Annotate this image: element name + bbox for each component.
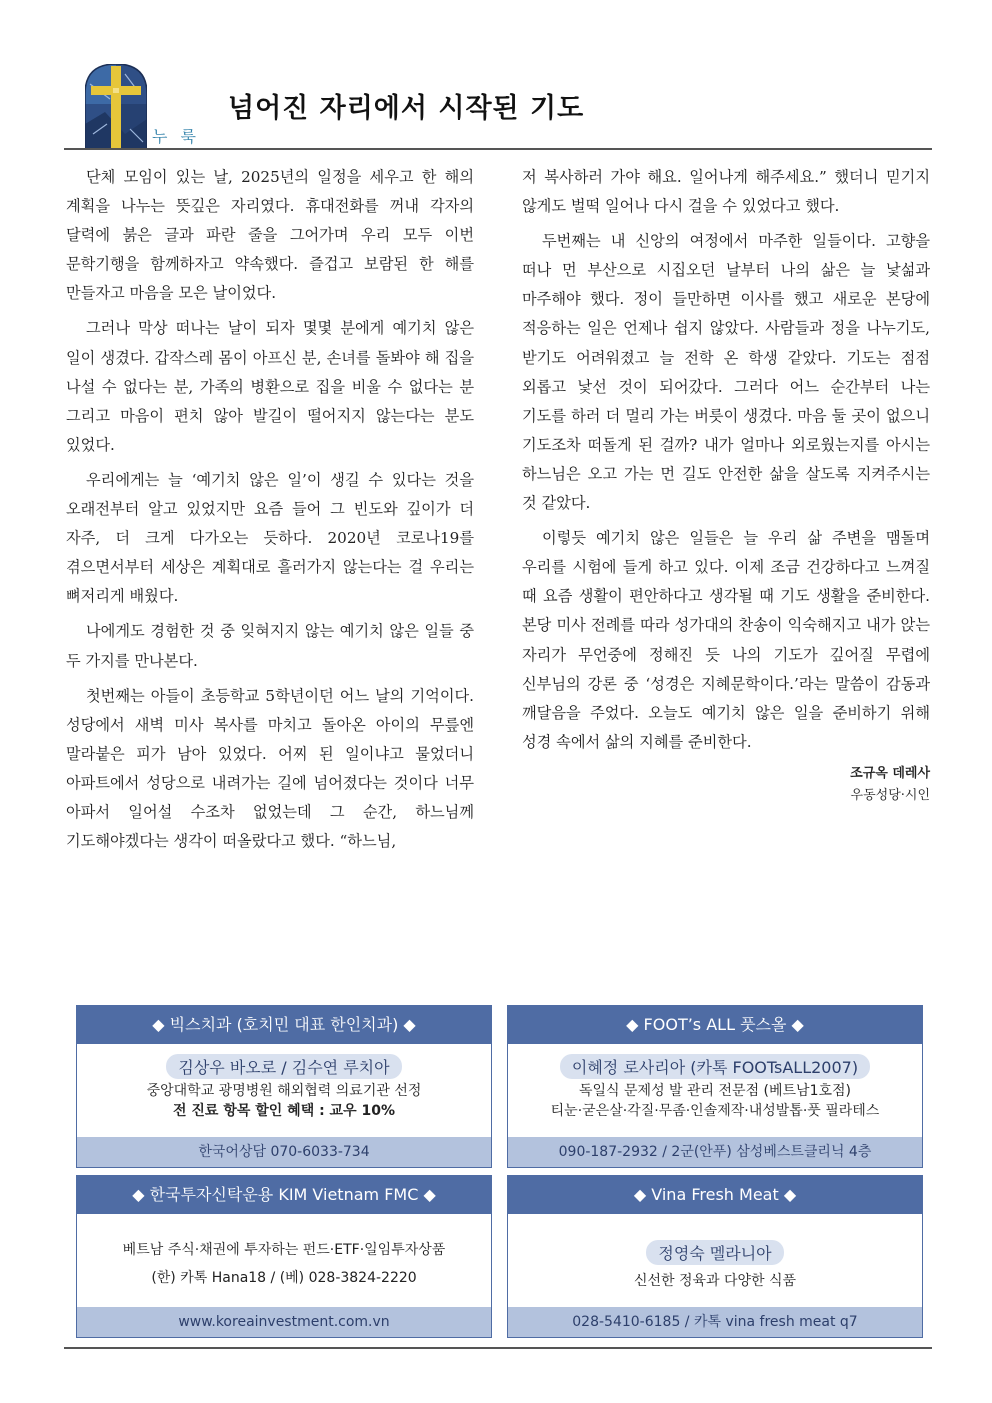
author-info: 우동성당·시인 bbox=[850, 787, 930, 803]
ad-text: (한) 카톡 Hana18 / (베) 028-3824-2220 bbox=[151, 1270, 417, 1286]
paragraph: 단체 모임이 있는 날, 2025년의 일정을 세우고 한 해의 계획을 나누는 뜻깊은 자리였다. 휴대전화를 꺼내 각자의 달력에 붉은 글과 파란 줄을 그어가며 우리 모두 이번 문학기행을 함께하자고 약속했다. 즐겁고 보람된 한 해를 만들자고 마음을 모은 날이었다. bbox=[66, 168, 474, 303]
ad-vina-fresh-meat bbox=[507, 1175, 923, 1338]
ad-text: 독일식 문제성 발 관리 전문점 (베트남1호점) bbox=[579, 1083, 851, 1099]
page-title: 넘어진 자리에서 시작된 기도 bbox=[228, 93, 585, 124]
cross-stained-glass-icon bbox=[85, 64, 147, 148]
ad-footer: 090-187-2932 / 2군(안푸) 삼성베스트클리닉 4층 bbox=[508, 1137, 922, 1167]
ad-header: ◆ 빅스치과 (호치민 대표 한인치과) ◆ bbox=[77, 1006, 491, 1044]
column-label: 누 룩 bbox=[152, 127, 200, 146]
article-right-column bbox=[522, 163, 930, 807]
ad-bix-dental bbox=[76, 1005, 492, 1168]
ad-contact-name: 김상우 바오로 / 김수연 루치아 bbox=[166, 1054, 401, 1079]
ad-footer-url: www.koreainvestment.com.vn bbox=[77, 1307, 491, 1337]
ad-contact-name: 정영숙 멜라니아 bbox=[646, 1240, 783, 1265]
paragraph: 이렇듯 예기치 않은 일들은 늘 우리 삶 주변을 맴돌며 우리를 시험에 들게 하고 있다. 이제 조금 건강하다고 느껴질 때 요즘 생활이 편안하다고 생각될 때 기도 생활을 준비한다. 본당 미사 전례를 따라 성가대의 찬송이 익숙해지고 내가 앉는 자리가 무언중에 정해진 듯 나의 기도가 깊어질 무렵에 신부님의 강론 중 ‘성경은 지혜문학이다.’라는 말씀이 감동과 깨달음을 주었다. 오늘도 예기치 않은 일을 준비하기 위해 성경 속에서 삶의 지혜를 준비한다. bbox=[522, 529, 930, 751]
bottom-divider bbox=[64, 1347, 932, 1349]
top-divider bbox=[64, 148, 932, 150]
ad-header: ◆ FOOT’s ALL 풋스올 ◆ bbox=[508, 1006, 922, 1044]
ad-contact-name: 이혜정 로사리아 (카톡 FOOTsALL2007) bbox=[560, 1054, 870, 1079]
ad-footer: 028-5410-6185 / 카톡 vina fresh meat q7 bbox=[508, 1307, 922, 1337]
ad-text: 중앙대학교 광명병원 해외협력 의료기관 선정 bbox=[146, 1083, 422, 1099]
ad-footer: 한국어상담 070-6033-734 bbox=[77, 1137, 491, 1167]
ad-text: 베트남 주식·채권에 투자하는 펀드·ETF·일임투자상품 bbox=[122, 1242, 446, 1258]
ad-foots-all bbox=[507, 1005, 923, 1168]
paragraph: 우리에게는 늘 ‘예기치 않은 일’이 생길 수 있다는 것을 오래전부터 알고 있었지만 요즘 들어 그 빈도와 깊이가 더 자주, 더 크게 다가오는 듯하다. 2020년 코로나19를 겪으면서부터 세상은 계획대로 흘러가지 않는다는 걸 우리는 뼈저리게 배웠다. bbox=[66, 470, 474, 606]
paragraph: 그러나 막상 떠나는 날이 되자 몇몇 분에게 예기치 않은 일이 생겼다. 갑작스레 몸이 아프신 분, 손녀를 돌봐야 해 집을 나설 수 없다는 분, 가족의 병환으로 집을 비울 수 없다는 분 그리고 마음이 편치 않아 발길이 떨어지지 않는다는 분도 있었다. bbox=[66, 319, 474, 454]
ad-korea-investment bbox=[76, 1175, 492, 1338]
paragraph: 첫번째는 아들이 초등학교 5학년이던 어느 날의 기억이다. 성당에서 새벽 미사 복사를 마치고 돌아온 아이의 무릎엔 말라붙은 피가 남아 있었다. 어찌 된 일이냐고 물었더니 아파트에서 성당으로 내려가는 길에 넘어졌다는 것이다 너무 아파서 일어설 수조차 없었는데 그 순간, 하느님께 기도해야겠다는 생각이 떠올랐다고 했다. “하느님, bbox=[66, 686, 474, 851]
article-left-column bbox=[66, 163, 474, 862]
author-name: 조규옥 데레사 bbox=[850, 765, 930, 781]
ad-header: ◆ 한국투자신탁운용 KIM Vietnam FMC ◆ bbox=[77, 1176, 491, 1214]
ad-text: 티눈·굳은살·각질·무좀·인솔제작·내성발톱·풋 필라테스 bbox=[550, 1103, 880, 1119]
paragraph: 나에게도 경험한 것 중 잊혀지지 않는 예기치 않은 일들 중 두 가지를 만나본다. bbox=[66, 622, 474, 670]
ad-header: ◆ Vina Fresh Meat ◆ bbox=[508, 1176, 922, 1214]
ad-text: 신선한 정육과 다양한 식품 bbox=[633, 1273, 797, 1289]
paragraph: 저 복사하러 가야 해요. 일어나게 해주세요.” 했더니 믿기지 않게도 벌떡 일어나 다시 걸을 수 있었다고 했다. bbox=[522, 168, 930, 216]
paragraph: 두번째는 내 신앙의 여정에서 마주한 일들이다. 고향을 떠나 먼 부산으로 시집오던 날부터 나의 삶은 늘 낯섦과 마주해야 했다. 정이 들만하면 이사를 했고 새로운 본당에 적응하는 일은 언제나 쉽지 않았다. 사람들과 정을 나누기도, 받기도 어려워졌고 늘 전학 온 학생 같았다. 기도는 점점 외롭고 낯선 것이 되어갔다. 그러다 어느 순간부터 나는 기도를 하러 더 멀리 가는 버릇이 생겼다. 마음 둘 곳이 없으니 기도조차 떠돌게 된 걸까? 내가 얼마나 외로웠는지를 아시는 하느님은 오고 가는 먼 길도 안전한 삶을 살도록 지켜주시는 것 같았다. bbox=[522, 232, 930, 513]
ad-text: 전 진료 항목 할인 혜택 : 교우 10% bbox=[173, 1103, 395, 1119]
author-signature bbox=[522, 763, 930, 807]
